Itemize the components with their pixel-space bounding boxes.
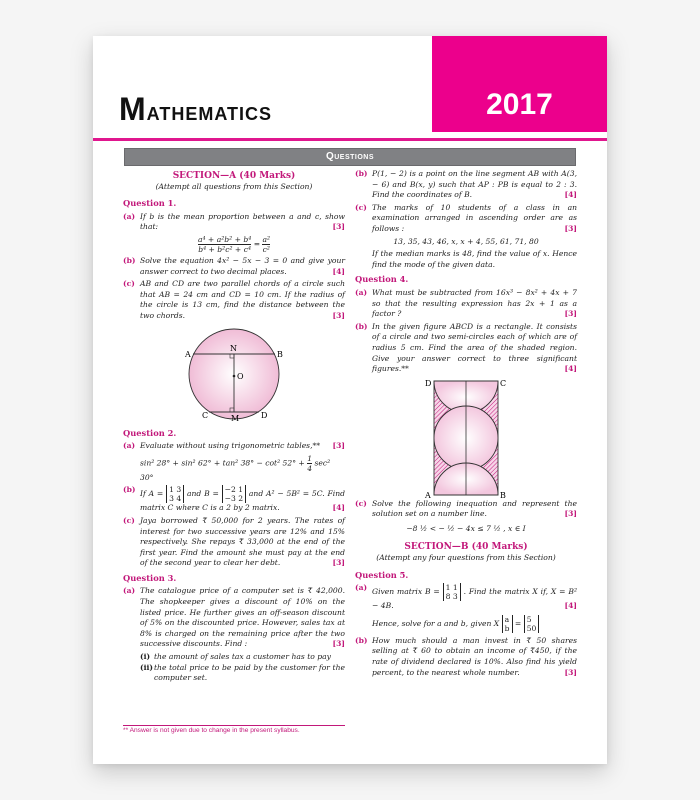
svg-text:A: A: [425, 490, 431, 499]
q5a: (a) Given matrix B = 1 1 8 3 . Find the matrix X if, X = B² − 4B. [4]: [355, 583, 577, 611]
rectangle-circles-figure: [355, 377, 577, 499]
section-b-title: SECTION—B (40 Marks): [404, 542, 528, 553]
q3a-subparts: [123, 652, 345, 684]
q1c: (c) AB and CD are two parallel chords of a circle such that AB = 24 cm and CD = 10 cm. If the radius of the circle is 13 cm, find the distance between the two chords. [3]: [123, 279, 345, 320]
q3a: (a) The catalogue price of a computer set is ₹ 42,000. The shopkeeper gives a discount of 10% on the listed price. He further gives an off-season discount of 5% on the discounted price. However, sales tax at 8% is charged on the remaining price after the two successive discounts. Find : [3]: [123, 586, 345, 649]
page-title: Mathematics: [119, 91, 272, 127]
q2a-expression: sin² 28° + sin² 62° + tan² 38° − cot² 52° + $\frac{1}{4}$ sec² 30°: [140, 453, 331, 482]
section-b-instruction: (Attempt any four questions from this Section): [376, 553, 556, 563]
q1b: (b) Solve the equation 4x² − 5x − 3 = 0 and give your answer correct to two decimal places. [4]: [123, 255, 345, 276]
book-page: [93, 36, 607, 764]
year-banner: [432, 36, 607, 132]
q2b: (b) If A = 1 3 3 4 and B = −2 1 −3 2 and A² − 5B² = 5C. Find matrix C where C is a 2 by 2 matrix. [4]: [123, 485, 345, 513]
q3c-data: 13, 35, 43, 46, x, x + 4, 55, 61, 71, 80: [393, 236, 539, 246]
q3b: (b) P(1, − 2) is a point on the line segment AB with A(3, − 6) and B(x, y) such that AP : PB is equal to 2 : 3. Find the coordinates of B. [4]: [355, 169, 577, 200]
question-3-heading: Question 3.: [123, 572, 177, 583]
section-a-title: SECTION—A (40 Marks): [172, 171, 296, 181]
svg-text:D: D: [425, 378, 432, 388]
q2c: (c) Jaya borrowed ₹ 50,000 for 2 years. The rates of interest for two successive years are 12% and 15% respectively. She repays ₹ 33,000 at the end of the first year. Find the amount she must pay at the end of the second year to clear her debt. [3]: [123, 515, 345, 568]
question-1-heading: Question 1.: [123, 198, 177, 209]
svg-text:N: N: [230, 343, 237, 353]
left-column: [123, 169, 345, 684]
svg-text:C: C: [202, 410, 209, 420]
svg-text:M: M: [231, 413, 240, 423]
q4c: (c) Solve the following inequation and represent the solution set on a number line. [3]: [355, 498, 577, 519]
svg-text:D: D: [261, 410, 268, 420]
question-4-heading: Question 4.: [355, 274, 409, 285]
footnote: ** Answer is not given due to change in the present syllabus.: [123, 725, 345, 734]
q1a-equation: $\frac{\text{a⁴ + a²b² + b⁴}}{\text{b⁴ + b²c² + c⁴}}$ = $\frac{\text{a²}}{\text{c²}}$: [197, 234, 271, 254]
circle-chords-figure: [123, 324, 345, 424]
svg-text:B: B: [277, 349, 283, 359]
svg-text:O: O: [237, 371, 244, 381]
q3a-ii: (ii) the total price to be paid by the customer for the computer set.: [140, 662, 345, 683]
question-2-heading: Question 2.: [123, 427, 177, 438]
svg-text:A: A: [185, 349, 191, 359]
right-column: (b) P(1, − 2) is a point on the line segment AB with A(3, − 6) and B(x, y) such that AP : PB is equal to 2 : 3. Find the coordinates of B. [4] (c) The marks of 10 students of a class in an examination arranged in ascending order are as follows : [3] 13, 35, 43, 46, x, x + 4, 55, 61, 71, 80 If the median marks is 48, find the value of x. Hence find the mode of the given data. Question 4. (a) What must be subtracted from 16x³ − 8x² + 4x + 7 so that the resulting expression has 2x + 1 as a factor ? [3] (b) In the given figure ABCD is a rectangle. It consists of a circle and two semi-circles each of which are of radius 5 cm. Find the area of the shaded region. Give your answer correct to three significant figures.** [4] D C A B (c) Solve the following inequation and represent the solution set on a number line. [3] −8 ½ < − ½ − 4x ≤ 7 ½ , x ∈ I SECTION—B (40 Marks) (Attempt any four questions from this Section) Question 5. (a) Given matrix B = 1 1 8 3 . Find the matrix X if, X = B² − 4B. [4] Hence, solve for a and b, given X a b = 5 50 (b) How much should a man invest in ₹ 50 shares selling at ₹ 60 to obtain an income of ₹450, if the rate of dividend declared is 10%. Also find his yield percent, to the nearest whole number. [3]: [355, 169, 577, 677]
q3c: (c) The marks of 10 students of a class in an examination arranged in ascending order are as follows : [3]: [355, 202, 577, 233]
svg-text:C: C: [500, 378, 507, 388]
section-a-instruction: (Attempt all questions from this Section): [155, 181, 313, 191]
q5b: (b) How much should a man invest in ₹ 50 shares selling at ₹ 60 to obtain an income of ₹450, if the rate of dividend declared is 10%. Also find his yield percent, to the nearest whole number. [3]: [355, 635, 577, 677]
q4b: (b) In the given figure ABCD is a rectangle. It consists of a circle and two semi-circles each of which are of radius 5 cm. Find the area of the shaded region. Give your answer correct to three significant figures.** [4]: [355, 321, 577, 374]
question-5-heading: Question 5.: [355, 569, 409, 580]
q4a: (a) What must be subtracted from 16x³ − 8x² + 4x + 7 so that the resulting expression has 2x + 1 as a factor ? [3]: [355, 287, 577, 319]
svg-text:B: B: [500, 490, 506, 499]
q2a: (a) Evaluate without using trigonometric tables,** [3]: [123, 441, 345, 451]
q1a: (a) If b is the mean proportion between a and c, show that: [3]: [123, 211, 345, 232]
year-label: 2017: [486, 88, 553, 121]
questions-band: Questions: [124, 148, 576, 166]
q3a-i: (i) the amount of sales tax a customer has to pay: [140, 652, 331, 662]
q4c-inequation: −8 ½ < − ½ − 4x ≤ 7 ½ , x ∈ I: [406, 523, 526, 533]
marks: [3]: [332, 222, 345, 232]
header-divider: [93, 138, 607, 141]
